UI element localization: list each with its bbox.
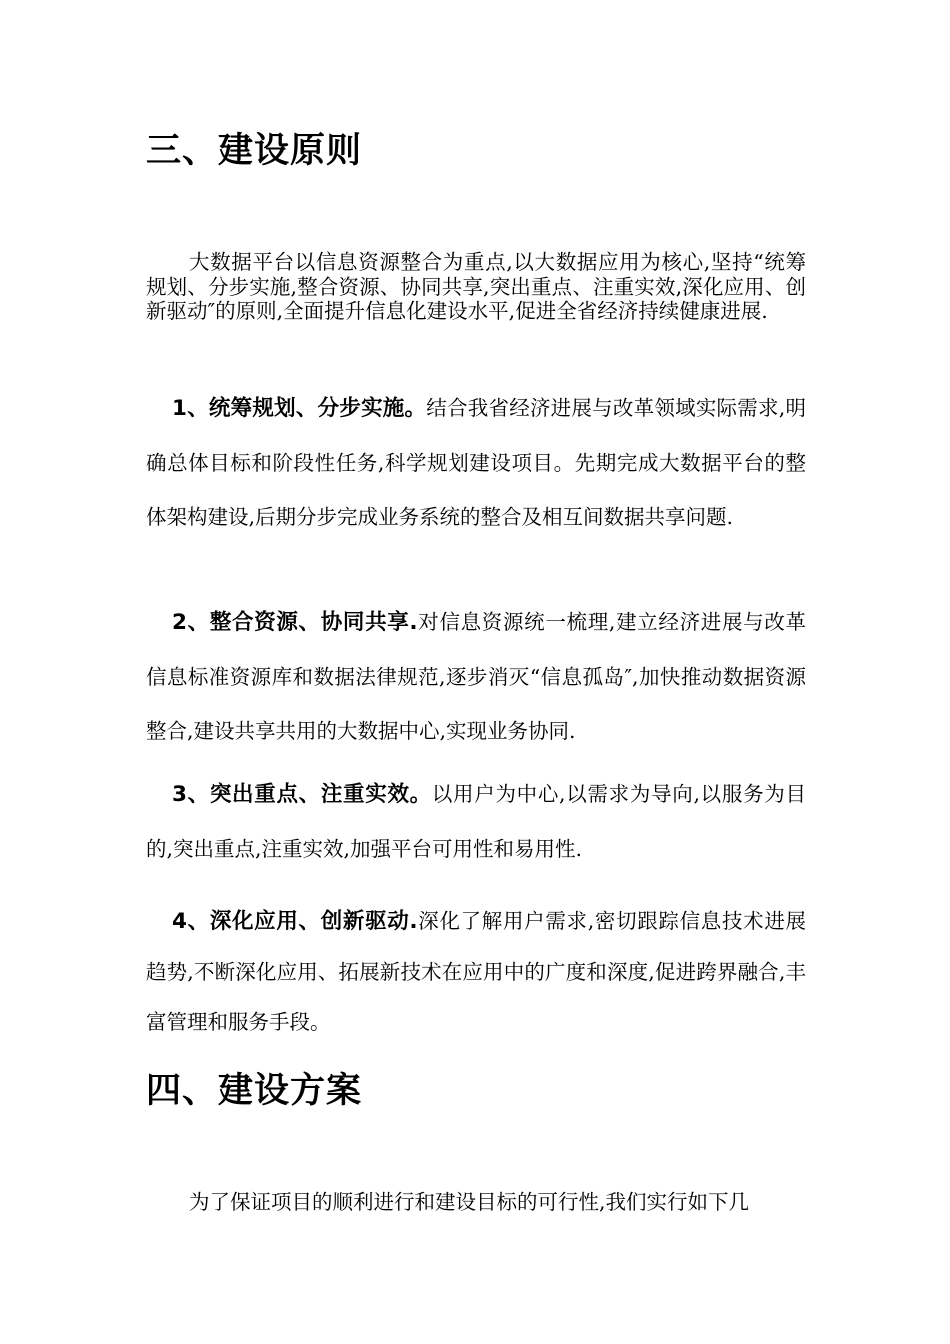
principle-1-body: 结合我省经济进展与改革领域实际需求,明确总体目标和阶段性任务,科学规划建设项目。先期完成大数据平台的整体架构建设,后期分步完成业务系统的整合及相互间数据共享问题.	[146, 396, 807, 529]
principle-1-heading: 1、统筹规划、分步实施。	[172, 396, 427, 421]
section-heading-principles: 三、建设原则	[146, 131, 363, 171]
principle-3-body: 以用户为中心,以需求为导向,以服务为目的,突出重点,注重实效,加强平台可用性和易用性.	[146, 782, 806, 861]
plan-intro-paragraph: 为了保证项目的顺利进行和建设目标的可行性,我们实行如下几	[189, 1190, 750, 1214]
principle-2-heading: 2、整合资源、协同共享.	[172, 610, 418, 635]
principle-item-2	[146, 595, 806, 758]
principle-item-4	[146, 896, 806, 1047]
principle-item-1	[146, 381, 806, 544]
principle-4-heading: 4、深化应用、创新驱动.	[172, 909, 418, 934]
principle-4-body: 深化了解用户需求,密切跟踪信息技术进展趋势,不断深化应用、拓展新技术在应用中的广度和深度,促进跨界融合,丰富管理和服务手段。	[146, 909, 806, 1034]
principle-2-body: 对信息资源统一梳理,建立经济进展与改革信息标准资源库和数据法律规范,逐步消灭“信息孤岛″,加快推动数据资源整合,建设共享共用的大数据中心,实现业务协同.	[146, 610, 806, 743]
principle-item-3	[146, 767, 806, 876]
principle-3-heading: 3、突出重点、注重实效。	[172, 782, 432, 807]
section-heading-plan: 四、建设方案	[146, 1071, 363, 1111]
principles-intro-paragraph: 大数据平台以信息资源整合为重点,以大数据应用为核心,坚持“统筹规划、分步实施,整合资源、协同共享,突出重点、注重实效,深化应用、创新驱动″的原则,全面提升信息化建设水平,促进全省经济持续健康进展.	[146, 250, 806, 323]
